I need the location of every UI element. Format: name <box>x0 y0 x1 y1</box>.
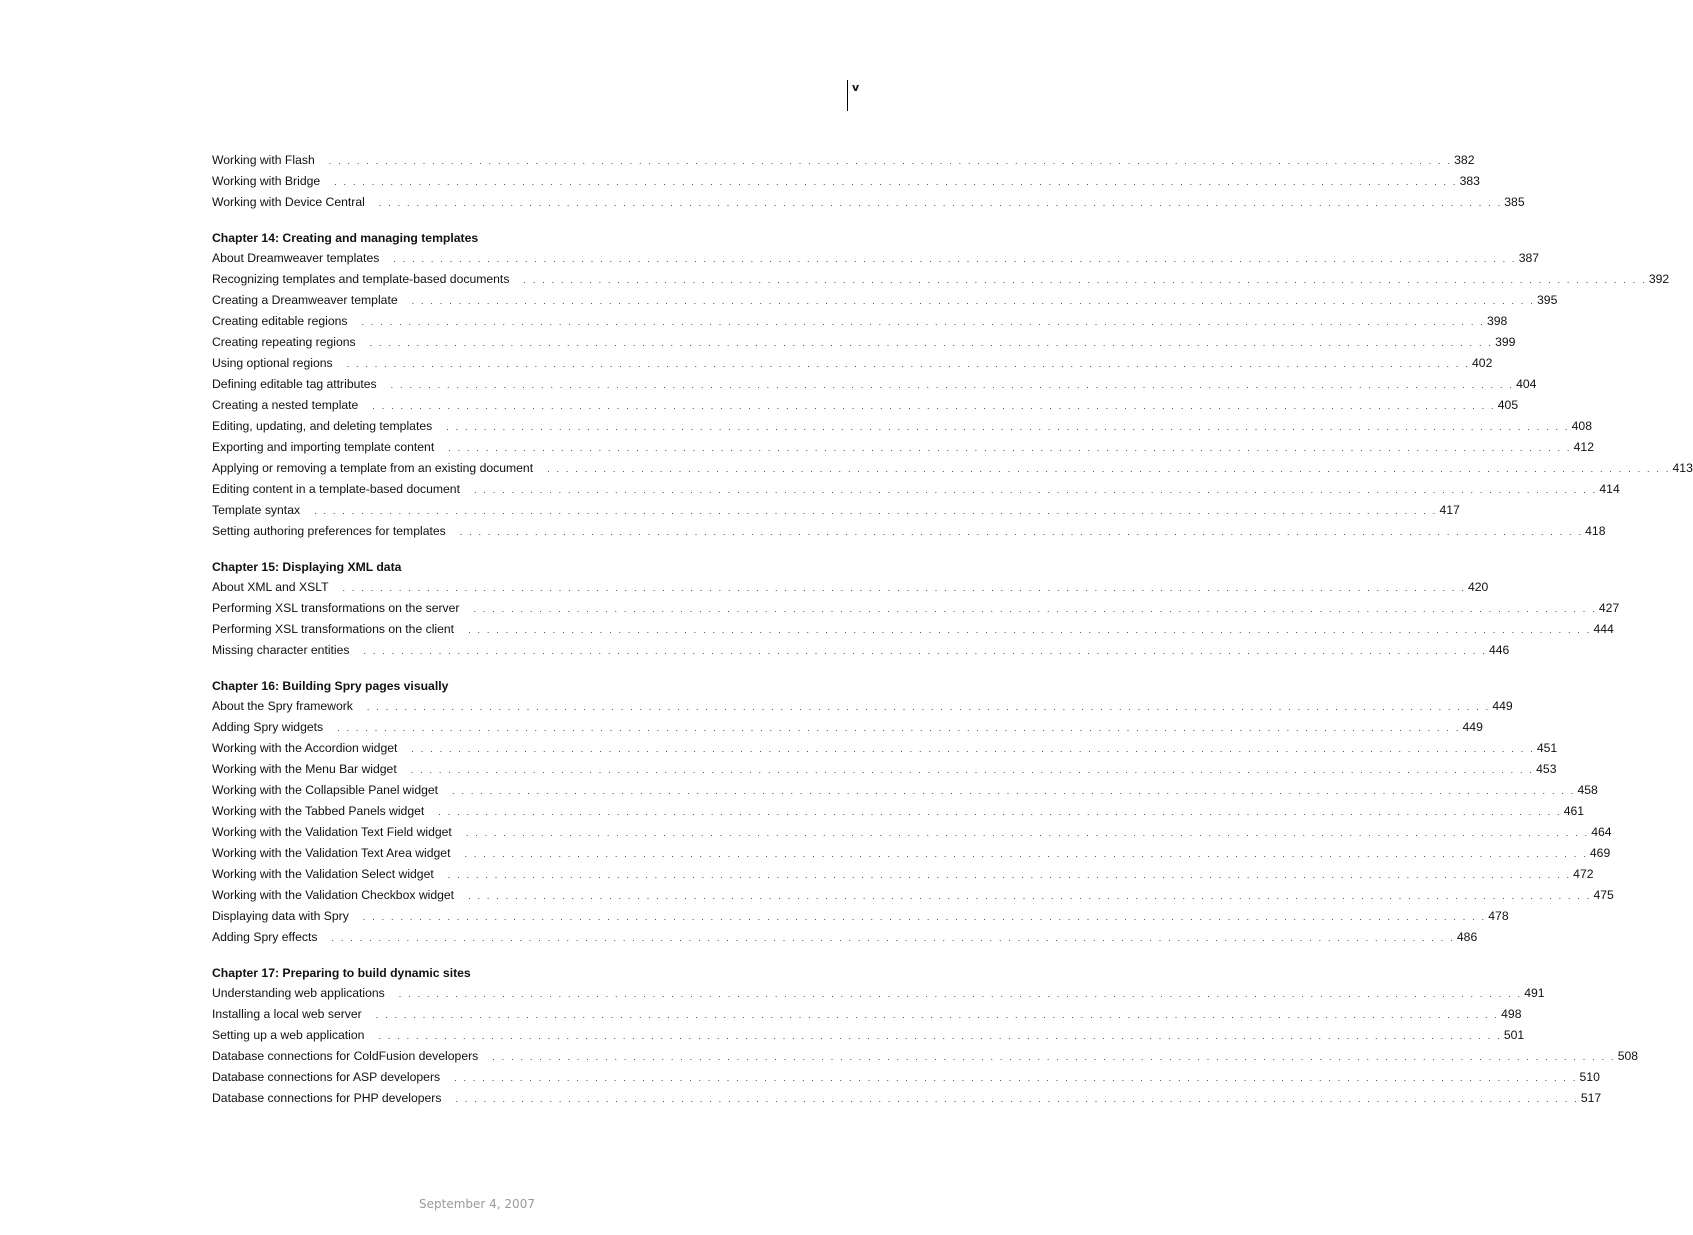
toc-entry-title: Database connections for ColdFusion developers <box>212 1049 479 1063</box>
toc-entry-page: 385 <box>1504 195 1525 209</box>
dot-leader: . . . . . . . . . . . . . . . . . . . . . . . . . . . . . . . . . . . . . . . . . . . . . . . . . . . . . . . . . . . . . . . . . . . . . . . . . . . . . . . . . . . . . . . . . . . . . . . . . . . . . . . . . . . . . . . . . . . . . . . . <box>492 1052 1616 1062</box>
toc-entry-page: 478 <box>1488 909 1509 923</box>
chapter-heading: Chapter 16: Building Spry pages visually <box>212 679 449 693</box>
dot-leader: . . . . . . . . . . . . . . . . . . . . . . . . . . . . . . . . . . . . . . . . . . . . . . . . . . . . . . . . . . . . . . . . . . . . . . . . . . . . . . . . . . . . . . . . . . . . . . . . . . . . . . . . . . . . . . . . . . . . . . . . <box>314 506 1438 516</box>
toc-entry-page: 461 <box>1563 804 1585 818</box>
toc-entry-page: 395 <box>1537 293 1558 307</box>
toc-entry-title: Creating repeating regions <box>212 335 356 349</box>
toc-entry-page: 444 <box>1593 622 1614 636</box>
toc-entry[interactable] <box>212 864 1594 885</box>
dot-leader: . . . . . . . . . . . . . . . . . . . . . . . . . . . . . . . . . . . . . . . . . . . . . . . . . . . . . . . . . . . . . . . . . . . . . . . . . . . . . . . . . . . . . . . . . . . . . . . . . . . . . . . . . . . . . . . . . . . . . . . . <box>547 464 1671 474</box>
toc-entry[interactable] <box>212 269 1670 290</box>
dot-leader: . . . . . . . . . . . . . . . . . . . . . . . . . . . . . . . . . . . . . . . . . . . . . . . . . . . . . . . . . . . . . . . . . . . . . . . . . . . . . . . . . . . . . . . . . . . . . . . . . . . . . . . . . . . . . . . . . . . . . . . . <box>459 527 1584 537</box>
dot-leader: . . . . . . . . . . . . . . . . . . . . . . . . . . . . . . . . . . . . . . . . . . . . . . . . . . . . . . . . . . . . . . . . . . . . . . . . . . . . . . . . . . . . . . . . . . . . . . . . . . . . . . . . . . . . . . . . . . . . . . . . <box>523 275 1647 285</box>
header-rule <box>847 80 848 111</box>
toc-entry-page: 387 <box>1518 251 1540 265</box>
toc-entry-title: Working with the Validation Text Field widget <box>212 825 452 839</box>
toc-entry-page: 510 <box>1579 1070 1600 1084</box>
dot-leader: . . . . . . . . . . . . . . . . . . . . . . . . . . . . . . . . . . . . . . . . . . . . . . . . . . . . . . . . . . . . . . . . . . . . . . . . . . . . . . . . . . . . . . . . . . . . . . . . . . . . . . . . . . . . . . . . . . . . . . . . <box>410 765 1535 775</box>
toc-entry-page: 392 <box>1648 272 1670 286</box>
toc-entry-page: 517 <box>1580 1091 1602 1105</box>
toc-entry-page: 417 <box>1439 503 1460 517</box>
toc-entry-title: Understanding web applications <box>212 986 385 1000</box>
toc-entry-title: Template syntax <box>212 503 301 517</box>
toc-entry-title: Displaying data with Spry <box>212 909 349 923</box>
toc-entry[interactable] <box>212 640 1510 661</box>
dot-leader: . . . . . . . . . . . . . . . . . . . . . . . . . . . . . . . . . . . . . . . . . . . . . . . . . . . . . . . . . . . . . . . . . . . . . . . . . . . . . . . . . . . . . . . . . . . . . . . . . . . . . . . . . . . . . . . . . . . . . . . . <box>454 1073 1578 1083</box>
dot-leader: . . . . . . . . . . . . . . . . . . . . . . . . . . . . . . . . . . . . . . . . . . . . . . . . . . . . . . . . . . . . . . . . . . . . . . . . . . . . . . . . . . . . . . . . . . . . . . . . . . . . . . . . . . . . . . . . . . . . . . . . <box>342 583 1466 593</box>
toc-entry-page: 472 <box>1573 867 1594 881</box>
toc-entry-page: 501 <box>1503 1028 1525 1042</box>
toc-entry-page: 412 <box>1573 440 1594 454</box>
chapter-heading: Chapter 15: Displaying XML data <box>212 560 402 574</box>
dot-leader: . . . . . . . . . . . . . . . . . . . . . . . . . . . . . . . . . . . . . . . . . . . . . . . . . . . . . . . . . . . . . . . . . . . . . . . . . . . . . . . . . . . . . . . . . . . . . . . . . . . . . . . . . . . . . . . . . . . . . . . . <box>362 912 1487 922</box>
toc-entry[interactable] <box>212 150 1475 171</box>
toc-entry-page: 404 <box>1516 377 1537 391</box>
toc-entry[interactable] <box>212 717 1483 738</box>
dot-leader: . . . . . . . . . . . . . . . . . . . . . . . . . . . . . . . . . . . . . . . . . . . . . . . . . . . . . . . . . . . . . . . . . . . . . . . . . . . . . . . . . . . . . . . . . . . . . . . . . . . . . . . . . . . . . . . . . . . . . . . . <box>346 359 1471 369</box>
dot-leader: . . . . . . . . . . . . . . . . . . . . . . . . . . . . . . . . . . . . . . . . . . . . . . . . . . . . . . . . . . . . . . . . . . . . . . . . . . . . . . . . . . . . . . . . . . . . . . . . . . . . . . . . . . . . . . . . . . . . . . . . <box>448 443 1572 453</box>
table-of-contents <box>212 150 1693 1109</box>
toc-entry-page: 408 <box>1571 419 1592 433</box>
dot-leader: . . . . . . . . . . . . . . . . . . . . . . . . . . . . . . . . . . . . . . . . . . . . . . . . . . . . . . . . . . . . . . . . . . . . . . . . . . . . . . . . . . . . . . . . . . . . . . . . . . . . . . . . . . . . . . . . . . . . . . . . <box>361 317 1485 327</box>
toc-entry-page: 418 <box>1585 524 1606 538</box>
dot-leader: . . . . . . . . . . . . . . . . . . . . . . . . . . . . . . . . . . . . . . . . . . . . . . . . . . . . . . . . . . . . . . . . . . . . . . . . . . . . . . . . . . . . . . . . . . . . . . . . . . . . . . . . . . . . . . . . . . . . . . . . <box>465 828 1590 838</box>
toc-entry-title: Working with the Menu Bar widget <box>212 762 397 776</box>
toc-entry-title: Working with the Validation Checkbox widget <box>212 888 455 902</box>
toc-entry-page: 413 <box>1672 461 1693 475</box>
toc-entry[interactable] <box>212 619 1614 640</box>
dot-leader: . . . . . . . . . . . . . . . . . . . . . . . . . . . . . . . . . . . . . . . . . . . . . . . . . . . . . . . . . . . . . . . . . . . . . . . . . . . . . . . . . . . . . . . . . . . . . . . . . . . . . . . . . . . . . . . . . . . . . . . . <box>331 933 1455 943</box>
toc-section <box>212 150 1525 213</box>
toc-entry-page: 451 <box>1536 741 1558 755</box>
toc-entry-title: Working with Flash <box>212 153 315 167</box>
toc-entry-page: 399 <box>1495 335 1516 349</box>
dot-leader: . . . . . . . . . . . . . . . . . . . . . . . . . . . . . . . . . . . . . . . . . . . . . . . . . . . . . . . . . . . . . . . . . . . . . . . . . . . . . . . . . . . . . . . . . . . . . . . . . . . . . . . . . . . . . . . . . . . . . . . . <box>464 849 1588 859</box>
toc-entry-page: 453 <box>1536 762 1557 776</box>
toc-entry-page: 446 <box>1488 643 1510 657</box>
toc-entry[interactable] <box>212 1004 1522 1025</box>
dot-leader: . . . . . . . . . . . . . . . . . . . . . . . . . . . . . . . . . . . . . . . . . . . . . . . . . . . . . . . . . . . . . . . . . . . . . . . . . . . . . . . . . . . . . . . . . . . . . . . . . . . . . . . . . . . . . . . . . . . . . . . . <box>378 1031 1502 1041</box>
toc-entry-title: Database connections for ASP developers <box>212 1070 441 1084</box>
toc-entry-title: Working with the Collapsible Panel widget <box>212 783 439 797</box>
toc-entry-page: 491 <box>1524 986 1545 1000</box>
toc-entry-page: 402 <box>1472 356 1493 370</box>
dot-leader: . . . . . . . . . . . . . . . . . . . . . . . . . . . . . . . . . . . . . . . . . . . . . . . . . . . . . . . . . . . . . . . . . . . . . . . . . . . . . . . . . . . . . . . . . . . . . . . . . . . . . . . . . . . . . . . . . . . . . . . . <box>372 401 1496 411</box>
toc-entry-page: 498 <box>1501 1007 1522 1021</box>
toc-entry[interactable] <box>212 1046 1639 1067</box>
toc-entry-page: 458 <box>1577 783 1598 797</box>
toc-entry[interactable] <box>212 479 1620 500</box>
dot-leader: . . . . . . . . . . . . . . . . . . . . . . . . . . . . . . . . . . . . . . . . . . . . . . . . . . . . . . . . . . . . . . . . . . . . . . . . . . . . . . . . . . . . . . . . . . . . . . . . . . . . . . . . . . . . . . . . . . . . . . . . <box>452 786 1576 796</box>
toc-entry[interactable] <box>212 822 1612 843</box>
toc-entry-title: Using optional regions <box>212 356 333 370</box>
toc-entry[interactable] <box>212 696 1513 717</box>
toc-entry[interactable] <box>212 843 1611 864</box>
toc-entry-page: 414 <box>1599 482 1620 496</box>
toc-entry[interactable] <box>212 374 1537 395</box>
dot-leader: . . . . . . . . . . . . . . . . . . . . . . . . . . . . . . . . . . . . . . . . . . . . . . . . . . . . . . . . . . . . . . . . . . . . . . . . . . . . . . . . . . . . . . . . . . . . . . . . . . . . . . . . . . . . . . . . . . . . . . . . <box>363 646 1487 656</box>
page-number: v <box>852 81 860 94</box>
toc-entry-page: 508 <box>1617 1049 1639 1063</box>
toc-entry-title: About XML and XSLT <box>212 580 329 594</box>
dot-leader: . . . . . . . . . . . . . . . . . . . . . . . . . . . . . . . . . . . . . . . . . . . . . . . . . . . . . . . . . . . . . . . . . . . . . . . . . . . . . . . . . . . . . . . . . . . . . . . . . . . . . . . . . . . . . . . . . . . . . . . . <box>468 891 1592 901</box>
chapter-heading: Chapter 14: Creating and managing templates <box>212 231 479 245</box>
dot-leader: . . . . . . . . . . . . . . . . . . . . . . . . . . . . . . . . . . . . . . . . . . . . . . . . . . . . . . . . . . . . . . . . . . . . . . . . . . . . . . . . . . . . . . . . . . . . . . . . . . . . . . . . . . . . . . . . . . . . . . . . <box>378 198 1503 208</box>
toc-entry[interactable] <box>212 192 1525 213</box>
toc-entry-title: Creating a nested template <box>212 398 359 412</box>
toc-entry-page: 469 <box>1589 846 1611 860</box>
toc-entry-title: Setting authoring preferences for templates <box>212 524 446 538</box>
dot-leader: . . . . . . . . . . . . . . . . . . . . . . . . . . . . . . . . . . . . . . . . . . . . . . . . . . . . . . . . . . . . . . . . . . . . . . . . . . . . . . . . . . . . . . . . . . . . . . . . . . . . . . . . . . . . . . . . . . . . . . . . <box>337 723 1461 733</box>
toc-entry[interactable] <box>212 458 1693 479</box>
toc-section <box>212 557 1620 661</box>
dot-leader: . . . . . . . . . . . . . . . . . . . . . . . . . . . . . . . . . . . . . . . . . . . . . . . . . . . . . . . . . . . . . . . . . . . . . . . . . . . . . . . . . . . . . . . . . . . . . . . . . . . . . . . . . . . . . . . . . . . . . . . . <box>334 177 1458 187</box>
toc-entry-title: Adding Spry widgets <box>212 720 324 734</box>
toc-entry-page: 383 <box>1459 174 1480 188</box>
toc-entry[interactable] <box>212 395 1519 416</box>
dot-leader: . . . . . . . . . . . . . . . . . . . . . . . . . . . . . . . . . . . . . . . . . . . . . . . . . . . . . . . . . . . . . . . . . . . . . . . . . . . . . . . . . . . . . . . . . . . . . . . . . . . . . . . . . . . . . . . . . . . . . . . . <box>446 422 1570 432</box>
toc-entry[interactable] <box>212 521 1606 542</box>
toc-entry-title: Exporting and importing template content <box>212 440 435 454</box>
toc-entry[interactable] <box>212 885 1614 906</box>
toc-entry-title: Recognizing templates and template-based documents <box>212 272 510 286</box>
toc-section <box>212 963 1639 1109</box>
dot-leader: . . . . . . . . . . . . . . . . . . . . . . . . . . . . . . . . . . . . . . . . . . . . . . . . . . . . . . . . . . . . . . . . . . . . . . . . . . . . . . . . . . . . . . . . . . . . . . . . . . . . . . . . . . . . . . . . . . . . . . . . <box>366 702 1491 712</box>
dot-leader: . . . . . . . . . . . . . . . . . . . . . . . . . . . . . . . . . . . . . . . . . . . . . . . . . . . . . . . . . . . . . . . . . . . . . . . . . . . . . . . . . . . . . . . . . . . . . . . . . . . . . . . . . . . . . . . . . . . . . . . . <box>411 296 1536 306</box>
toc-entry[interactable] <box>212 290 1558 311</box>
toc-entry-title: Working with the Tabbed Panels widget <box>212 804 425 818</box>
dot-leader: . . . . . . . . . . . . . . . . . . . . . . . . . . . . . . . . . . . . . . . . . . . . . . . . . . . . . . . . . . . . . . . . . . . . . . . . . . . . . . . . . . . . . . . . . . . . . . . . . . . . . . . . . . . . . . . . . . . . . . . . <box>369 338 1494 348</box>
toc-entry[interactable] <box>212 171 1480 192</box>
toc-entry-page: 427 <box>1598 601 1620 615</box>
toc-entry-page: 475 <box>1593 888 1614 902</box>
toc-entry-page: 382 <box>1454 153 1475 167</box>
toc-entry-title: Creating editable regions <box>212 314 348 328</box>
toc-entry[interactable] <box>212 416 1592 437</box>
toc-entry-title: Setting up a web application <box>212 1028 365 1042</box>
toc-entry-page: 420 <box>1467 580 1489 594</box>
toc-entry[interactable] <box>212 500 1460 521</box>
dot-leader: . . . . . . . . . . . . . . . . . . . . . . . . . . . . . . . . . . . . . . . . . . . . . . . . . . . . . . . . . . . . . . . . . . . . . . . . . . . . . . . . . . . . . . . . . . . . . . . . . . . . . . . . . . . . . . . . . . . . . . . . <box>393 254 1517 264</box>
toc-entry-title: Working with Bridge <box>212 174 321 188</box>
toc-entry-page: 449 <box>1462 720 1483 734</box>
toc-entry-title: Adding Spry effects <box>212 930 318 944</box>
dot-leader: . . . . . . . . . . . . . . . . . . . . . . . . . . . . . . . . . . . . . . . . . . . . . . . . . . . . . . . . . . . . . . . . . . . . . . . . . . . . . . . . . . . . . . . . . . . . . . . . . . . . . . . . . . . . . . . . . . . . . . . . <box>473 485 1598 495</box>
toc-entry-title: About the Spry framework <box>212 699 353 713</box>
dot-leader: . . . . . . . . . . . . . . . . . . . . . . . . . . . . . . . . . . . . . . . . . . . . . . . . . . . . . . . . . . . . . . . . . . . . . . . . . . . . . . . . . . . . . . . . . . . . . . . . . . . . . . . . . . . . . . . . . . . . . . . . <box>473 604 1597 614</box>
toc-entry-title: Working with the Validation Select widget <box>212 867 434 881</box>
dot-leader: . . . . . . . . . . . . . . . . . . . . . . . . . . . . . . . . . . . . . . . . . . . . . . . . . . . . . . . . . . . . . . . . . . . . . . . . . . . . . . . . . . . . . . . . . . . . . . . . . . . . . . . . . . . . . . . . . . . . . . . . <box>468 625 1592 635</box>
dot-leader: . . . . . . . . . . . . . . . . . . . . . . . . . . . . . . . . . . . . . . . . . . . . . . . . . . . . . . . . . . . . . . . . . . . . . . . . . . . . . . . . . . . . . . . . . . . . . . . . . . . . . . . . . . . . . . . . . . . . . . . . <box>438 807 1562 817</box>
dot-leader: . . . . . . . . . . . . . . . . . . . . . . . . . . . . . . . . . . . . . . . . . . . . . . . . . . . . . . . . . . . . . . . . . . . . . . . . . . . . . . . . . . . . . . . . . . . . . . . . . . . . . . . . . . . . . . . . . . . . . . . . <box>411 744 1535 754</box>
toc-entry[interactable] <box>212 738 1558 759</box>
toc-entry-page: 486 <box>1456 930 1478 944</box>
toc-entry[interactable] <box>212 1025 1525 1046</box>
toc-entry[interactable] <box>212 437 1594 458</box>
toc-section <box>212 676 1614 948</box>
toc-entry-title: Missing character entities <box>212 643 350 657</box>
dot-leader: . . . . . . . . . . . . . . . . . . . . . . . . . . . . . . . . . . . . . . . . . . . . . . . . . . . . . . . . . . . . . . . . . . . . . . . . . . . . . . . . . . . . . . . . . . . . . . . . . . . . . . . . . . . . . . . . . . . . . . . . <box>390 380 1515 390</box>
toc-entry[interactable] <box>212 906 1509 927</box>
dot-leader: . . . . . . . . . . . . . . . . . . . . . . . . . . . . . . . . . . . . . . . . . . . . . . . . . . . . . . . . . . . . . . . . . . . . . . . . . . . . . . . . . . . . . . . . . . . . . . . . . . . . . . . . . . . . . . . . . . . . . . . . <box>447 870 1572 880</box>
toc-entry-title: Performing XSL transformations on the client <box>212 622 455 636</box>
toc-entry[interactable] <box>212 1067 1600 1088</box>
toc-entry-title: Creating a Dreamweaver template <box>212 293 398 307</box>
dot-leader: . . . . . . . . . . . . . . . . . . . . . . . . . . . . . . . . . . . . . . . . . . . . . . . . . . . . . . . . . . . . . . . . . . . . . . . . . . . . . . . . . . . . . . . . . . . . . . . . . . . . . . . . . . . . . . . . . . . . . . . . <box>455 1094 1579 1104</box>
toc-entry-title: Editing, updating, and deleting templates <box>212 419 433 433</box>
toc-entry-title: Editing content in a template-based document <box>212 482 460 496</box>
toc-entry[interactable] <box>212 248 1540 269</box>
dot-leader: . . . . . . . . . . . . . . . . . . . . . . . . . . . . . . . . . . . . . . . . . . . . . . . . . . . . . . . . . . . . . . . . . . . . . . . . . . . . . . . . . . . . . . . . . . . . . . . . . . . . . . . . . . . . . . . . . . . . . . . . <box>398 989 1523 999</box>
toc-entry[interactable] <box>212 780 1598 801</box>
toc-entry[interactable] <box>212 598 1620 619</box>
toc-entry-title: Working with the Validation Text Area widget <box>212 846 451 860</box>
toc-entry-title: Installing a local web server <box>212 1007 362 1021</box>
toc-entry[interactable] <box>212 577 1489 598</box>
toc-entry-page: 449 <box>1492 699 1513 713</box>
toc-entry[interactable] <box>212 759 1557 780</box>
chapter-heading: Chapter 17: Preparing to build dynamic sites <box>212 966 471 980</box>
toc-entry-title: Working with Device Central <box>212 195 365 209</box>
dot-leader: . . . . . . . . . . . . . . . . . . . . . . . . . . . . . . . . . . . . . . . . . . . . . . . . . . . . . . . . . . . . . . . . . . . . . . . . . . . . . . . . . . . . . . . . . . . . . . . . . . . . . . . . . . . . . . . . . . . . . . . . <box>375 1010 1500 1020</box>
toc-entry-title: Database connections for PHP developers <box>212 1091 442 1105</box>
toc-entry-page: 398 <box>1486 314 1508 328</box>
footer-date: September 4, 2007 <box>419 1197 535 1211</box>
toc-entry[interactable] <box>212 927 1478 948</box>
toc-entry[interactable] <box>212 983 1545 1004</box>
toc-entry[interactable] <box>212 1088 1602 1109</box>
toc-entry-title: Working with the Accordion widget <box>212 741 398 755</box>
toc-entry[interactable] <box>212 801 1585 822</box>
toc-entry-title: Performing XSL transformations on the server <box>212 601 460 615</box>
toc-section <box>212 228 1693 542</box>
toc-entry[interactable] <box>212 353 1493 374</box>
toc-entry-page: 464 <box>1591 825 1612 839</box>
toc-entry[interactable] <box>212 332 1516 353</box>
toc-entry-title: Applying or removing a template from an existing document <box>212 461 534 475</box>
toc-entry-page: 405 <box>1497 398 1519 412</box>
toc-entry[interactable] <box>212 311 1508 332</box>
toc-entry-title: About Dreamweaver templates <box>212 251 380 265</box>
dot-leader: . . . . . . . . . . . . . . . . . . . . . . . . . . . . . . . . . . . . . . . . . . . . . . . . . . . . . . . . . . . . . . . . . . . . . . . . . . . . . . . . . . . . . . . . . . . . . . . . . . . . . . . . . . . . . . . . . . . . . . . . <box>328 156 1453 166</box>
toc-entry-title: Defining editable tag attributes <box>212 377 377 391</box>
